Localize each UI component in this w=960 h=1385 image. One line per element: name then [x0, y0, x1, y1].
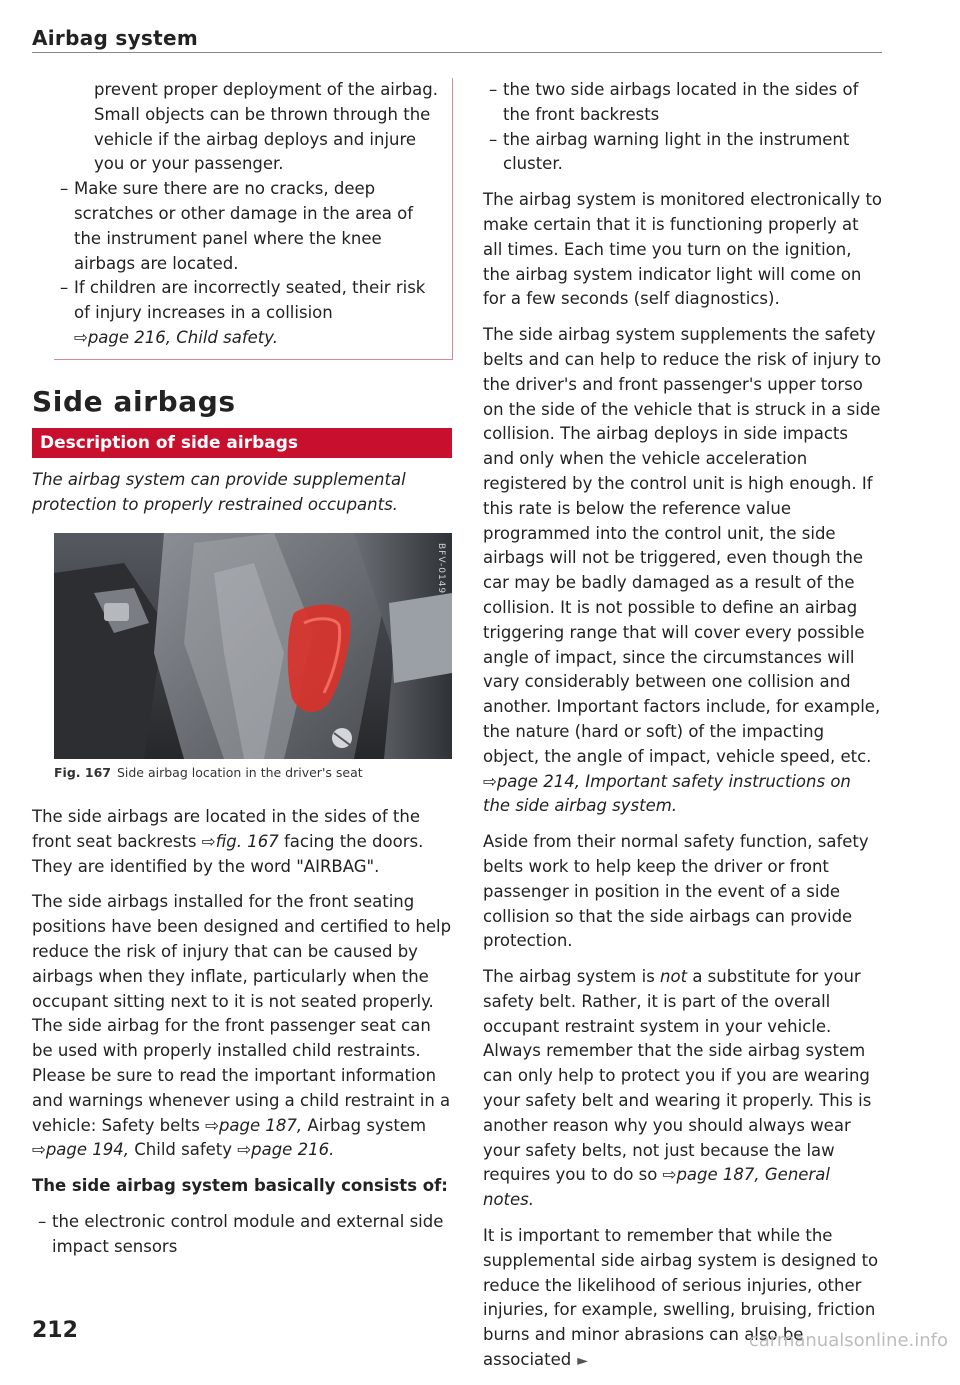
list-item: – the electronic control module and external side impact sensors: [38, 1211, 444, 1256]
figure-caption-text: Side airbag location in the driver's seat: [116, 765, 363, 780]
continue-arrow-icon: ►: [577, 1353, 589, 1370]
warning-item: – If children are incorrectly seated, their risk of injury increases in a collision: [60, 278, 426, 323]
warning-line: prevent proper deployment of the airbag. Small objects can be thrown through the vehicle if the airbag deploys and injure you or your passenger.: [94, 80, 438, 174]
paragraph: The side airbags are located in the sides of the front seat backrests ⇨fig. 167 facing the doors. They are identified by the word "AIRBAG".: [32, 807, 424, 876]
paragraph: Aside from their normal safety function, safety belts work to help keep the driver or front passenger in position in the event of a side collision so that the side airbags can provide protection.: [483, 832, 869, 951]
list-item: – the two side airbags located in the sides of the front backrests: [489, 80, 859, 124]
section-title: Side airbags: [32, 385, 236, 418]
warning-item: – Make sure there are no cracks, deep scratches or other damage in the area of the instrument panel where the knee airbags are located.: [60, 179, 414, 273]
subsection-heading: Description of side airbags: [32, 428, 452, 458]
figure-label: Fig. 167: [54, 765, 111, 780]
page-ref-link[interactable]: ⇨page 194,: [32, 1140, 130, 1160]
page-number: 212: [32, 1318, 78, 1343]
paragraph: The side airbags installed for the front seating positions have been designed and certified to help reduce the risk of injury that can be caused by airbags when they inflate, particularly when the occupant sitting next to it is not seated properly. The side airbag for the front passenger seat can be used with properly installed child restraints. Please be sure to read the important information and warnings whenever using a child restraint in a vehicle: Safety belts ⇨page 187, Airbag system ⇨page 194, Child safety ⇨page 216.: [32, 892, 452, 1160]
left-body: [32, 805, 452, 1271]
figure-caption: [54, 765, 452, 780]
warning-continuation: [54, 78, 438, 351]
seat-illustration: [54, 533, 452, 759]
figure-code: BFV-0149: [436, 543, 446, 595]
watermark: carmanualsonline.info: [748, 1330, 948, 1351]
paragraph: It is important to remember that while the supplemental side airbag system is designed to reduce the likelihood of serious injuries, other injuries, for example, swelling, bruising, friction burns and minor abrasions can also be associated ►: [483, 1226, 879, 1370]
warning-box-border-right: [452, 78, 453, 360]
paragraph: The side airbag system supplements the safety belts and can help to reduce the risk of injury to the driver's and front passenger's upper torso on the side of the vehicle that is struck in a side collision. The airbag deploys in side impacts and only when the vehicle acceleration registered by the control unit is high enough. If this rate is below the reference value programmed into the control unit, the side airbags will not be triggered, even though the car may be badly damaged as a result of the collision. It is not possible to define an airbag triggering range that will cover every possible angle of impact, since the circumstances will vary considerably between one collision and another. Important factors include, for example, the nature (hard or soft) of the impacting object, the angle of impact, vehicle speed, etc. ⇨page 214, Important safety instructions on the side airbag system.: [483, 325, 882, 816]
warning-box-border-bottom: [54, 359, 452, 360]
list-item: – the airbag warning light in the instrument cluster.: [489, 129, 850, 174]
seat-airbag-figure: [54, 533, 452, 759]
page-ref-link[interactable]: ⇨page 187, General notes.: [483, 1165, 830, 1210]
header-rule: [32, 52, 882, 53]
paragraph: The airbag system is monitored electronically to make certain that it is functioning properly at all times. Each time you turn on the ignition, the airbag system indicator light will come on for a few seconds (self diagnostics).: [483, 190, 883, 309]
warning-ref-link[interactable]: ⇨page 216, Child safety.: [74, 327, 278, 347]
consists-heading: The side airbag system basically consists of:: [32, 1176, 448, 1196]
fig-ref-link[interactable]: ⇨fig. 167: [201, 831, 279, 851]
page-ref-link[interactable]: ⇨page 187,: [205, 1115, 303, 1135]
section-intro: The airbag system can provide supplemental protection to properly restrained occupants.: [32, 470, 406, 514]
right-body: [483, 78, 883, 1385]
page-ref-link[interactable]: ⇨page 216.: [237, 1140, 335, 1160]
running-header: Airbag system: [32, 26, 198, 50]
page-ref-link[interactable]: ⇨page 214, Important safety instructions on the side airbag system.: [483, 771, 851, 816]
paragraph: The airbag system is not a substitute for your safety belt. Rather, it is part of the overall occupant restraint system in your vehicle. Always remember that the side airbag system can only help to protect you if you are wearing your safety belt and wearing it properly. This is another reason why you should always wear your safety belts, not just because the law requires you to do so ⇨page 187, General notes.: [483, 967, 872, 1210]
